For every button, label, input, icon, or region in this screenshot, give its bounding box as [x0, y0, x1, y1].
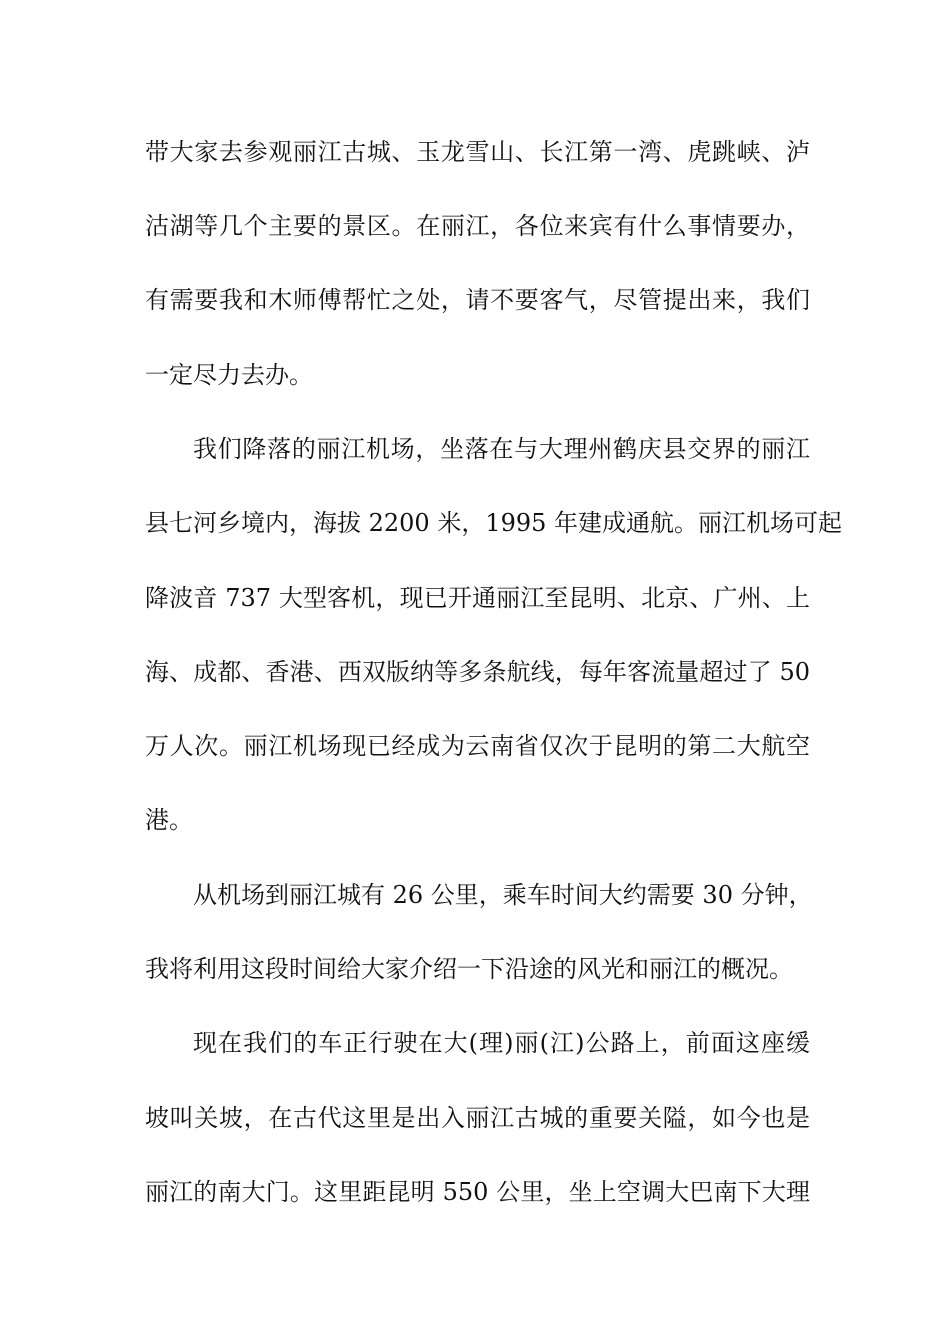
paragraph-first-line: 现在我们的车正行驶在大(理)丽(江)公路上，前面这座缓 — [193, 1029, 810, 1057]
paragraph-first-line: 我们降落的丽江机场，坐落在与大理州鹤庆县交界的丽江 — [193, 435, 810, 463]
text-line: 我将利用这段时间给大家介绍一下沿途的风光和丽江的概况。 — [145, 955, 793, 983]
text-line: 县七河乡境内，海拔 2200 米，1995 年建成通航。丽江机场可起 — [145, 509, 843, 537]
text-line: 一定尽力去办。 — [145, 361, 313, 389]
text-line: 万人次。丽江机场现已经成为云南省仅次于昆明的第二大航空 — [145, 732, 810, 760]
text-line: 海、成都、香港、西双版纳等多条航线，每年客流量超过了 50 — [145, 658, 810, 686]
text-line: 带大家去参观丽江古城、玉龙雪山、长江第一湾、虎跳峡、泸 — [145, 138, 810, 166]
text-line: 降波音 737 大型客机，现已开通丽江至昆明、北京、广州、上 — [145, 584, 810, 612]
text-line: 港。 — [145, 806, 193, 834]
text-line: 有需要我和木师傅帮忙之处，请不要客气，尽管提出来，我们 — [145, 286, 810, 314]
paragraph-first-line: 从机场到丽江城有 26 公里，乘车时间大约需要 30 分钟， — [193, 881, 813, 909]
text-line: 沽湖等几个主要的景区。在丽江，各位来宾有什么事情要办， — [145, 212, 810, 240]
text-line: 丽江的南大门。这里距昆明 550 公里，坐上空调大巴南下大理 — [145, 1178, 810, 1206]
text-line: 坡叫关坡，在古代这里是出入丽江古城的重要关隘，如今也是 — [145, 1104, 810, 1132]
